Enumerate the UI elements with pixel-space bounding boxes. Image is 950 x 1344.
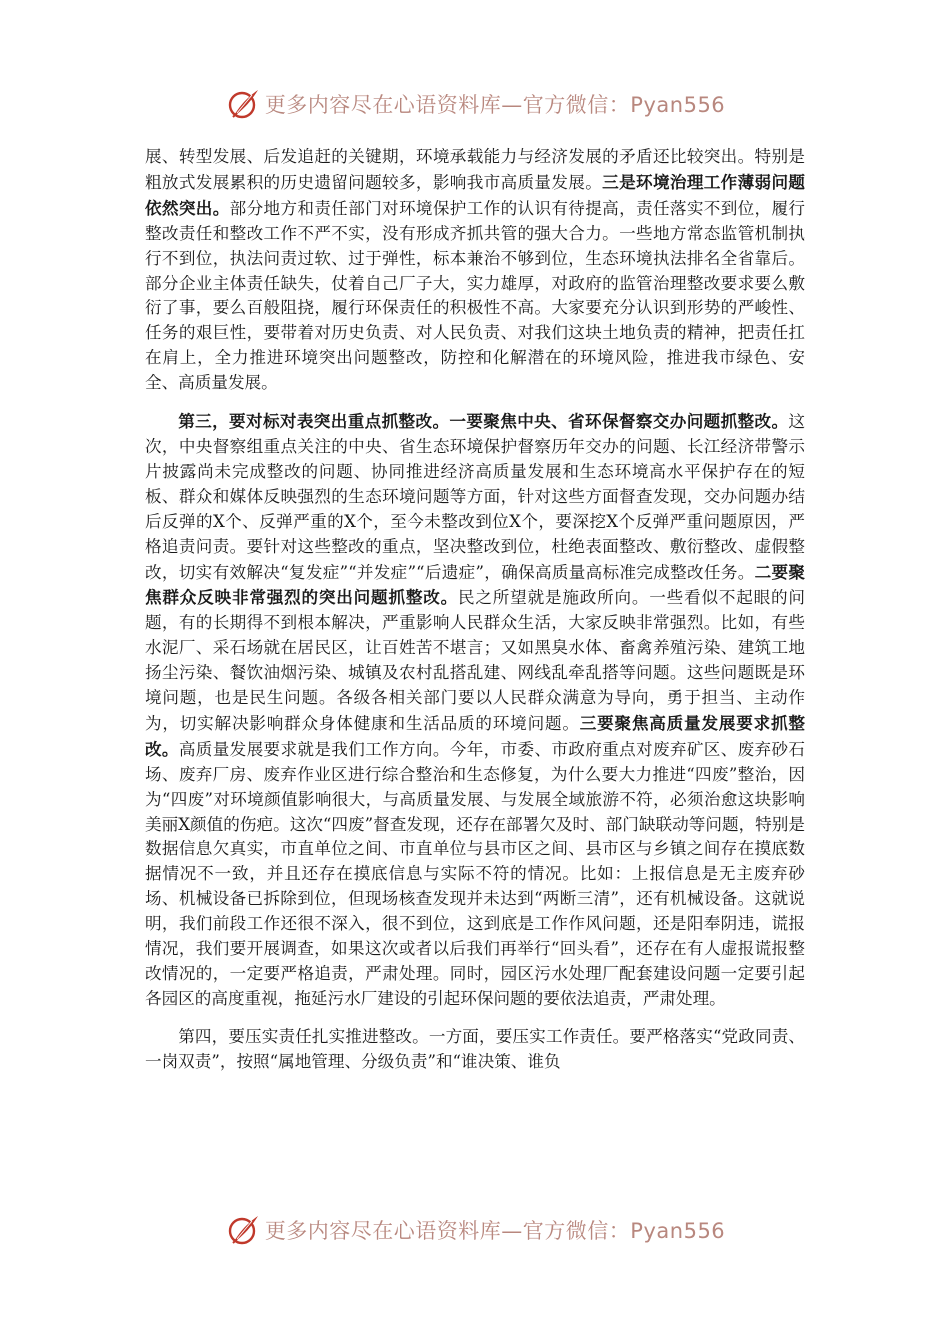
- footer-banner: [0, 1210, 950, 1250]
- feather-pen-logo-icon: [225, 86, 261, 122]
- feather-pen-logo-icon: [225, 1212, 261, 1248]
- footer-banner-text: 更多内容尽在心语资料库—官方微信：Pyan556: [264, 1219, 726, 1243]
- document-body: [145, 145, 805, 1088]
- header-banner: [0, 84, 950, 124]
- header-banner-text: 更多内容尽在心语资料库—官方微信：Pyan556: [264, 93, 726, 117]
- paragraph: 第四，要压实责任扎实推进整改。一方面，要压实工作责任。要严格落实“党政同责、一岗双责”，按照“属地管理、分级负责”和“谁决策、谁负: [145, 1026, 805, 1071]
- paragraph: 展、转型发展、后发追赶的关键期，环境承载能力与经济发展的矛盾还比较突出。特别是粗放式发展累积的历史遗留问题较多，影响我市高质量发展。三是环境治理工作薄弱问题依然突出。部分地方和责任部门对环境保护工作的认识有待提高，责任落实不到位，履行整改责任和整改工作不严不实，没有形成齐抓共管的强大合力。一些地方常态监管机制执行不到位，执法问责过软、过于弹性，标本兼治不够到位，生态环境执法排名全省靠后。部分企业主体责任缺失，仗着自己厂子大，实力雄厚，对政府的监管治理整改要求要么敷衍了事，要么百般阻挠，履行环保责任的积极性不高。大家要充分认识到形势的严峻性、任务的艰巨性，要带着对历史负责、对人民负责、对我们这块土地负责的精神，把责任扛在肩上，全力推进环境突出问题整改，防控和化解潜在的环境风险，推进我市绿色、安全、高质量发展。: [145, 147, 806, 393]
- paragraph: 第三，要对标对表突出重点抓整改。一要聚焦中央、省环保督察交办问题抓整改。这次，中央督察组重点关注的中央、省生态环境保护督察历年交办的问题、长江经济带警示片披露尚未完成整改的问题、协同推进经济高质量发展和生态环境高水平保护存在的短板、群众和媒体反映强烈的生态环境问题等方面，针对这些方面督查发现，交办问题办结后反弹的X个、反弹严重的X个，至今未整改到位X个，要深挖X个反弹严重问题原因，严格追责问责。要针对这些整改的重点，坚决整改到位，杜绝表面整改、敷衍整改、虚假整改，切实有效解决“复发症”“并发症”“后遗症”，确保高质量高标准完成整改任务。二要聚焦群众反映非常强烈的突出问题抓整改。民之所望就是施政所向。一些看似不起眼的问题，有的长期得不到根本解决，严重影响人民群众生活，大家反映非常强烈。比如，有些水泥厂、采石场就在居民区，让百姓苦不堪言；又如黑臭水体、畜禽养殖污染、建筑工地扬尘污染、餐饮油烟污染、城镇及农村乱搭乱建、网线乱牵乱搭等问题。这些问题既是环境问题，也是民生问题。各级各相关部门要以人民群众满意为导向，勇于担当、主动作为，切实解决影响群众身体健康和生活品质的环境问题。三要聚焦高质量发展要求抓整改。高质量发展要求就是我们工作方向。今年，市委、市政府重点对废弃矿区、废弃砂石场、废弃厂房、废弃作业区进行综合整治和生态修复，为什么要大力推进“四废”整治，因为“四废”对环境颜值影响很大，与高质量发展、与发展全域旅游不符，必须治愈这块影响美丽X颜值的伤疤。这次“四废”督查发现，还存在部署欠及时、部门缺联动等问题，特别是数据信息欠真实，市直单位之间、市直单位与县市区之间、县市区与乡镇之间存在摸底数据情况不一致，并且还存在摸底信息与实际不符的情况。比如：上报信息是无主废弃砂场、机械设备已拆除到位，但现场核查发现并未达到“两断三清”，还有机械设备。这就说明，我们前段工作还很不深入，很不到位，这到底是工作作风问题，还是阳奉阴违，谎报情况，我们要开展调查，如果这次或者以后我们再举行“回头看”，还存在有人虚报谎报整改情况的，一定要严格追责，严肃处理。同时，园区污水处理厂配套建设问题一定要引起各园区的高度重视，拖延污水厂建设的引起环保问题的要依法追责，严肃处理。: [145, 411, 806, 1008]
